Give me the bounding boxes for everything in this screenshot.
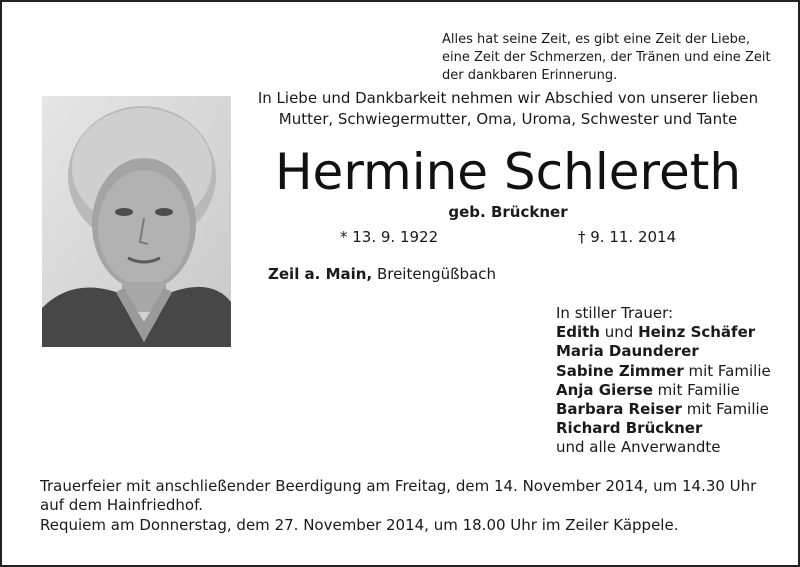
- place-secondary: Breitengüßbach: [372, 265, 497, 283]
- deceased-name: Hermine Schlereth: [274, 143, 742, 201]
- mourner-row: [556, 362, 771, 381]
- death-date: † 9. 11. 2014: [578, 228, 677, 246]
- mourners-closing: und alle Anverwandte: [556, 438, 721, 457]
- mourner-name: Sabine Zimmer: [556, 361, 684, 380]
- mourner-name: Barbara Reiser: [556, 400, 682, 419]
- portrait-photo: [42, 96, 231, 347]
- mourners-list: [556, 304, 771, 458]
- intro-line: Mutter, Schwiegermutter, Oma, Uroma, Schwester und Tante: [278, 110, 738, 128]
- intro-line: In Liebe und Dankbarkeit nehmen wir Abschied von unserer lieben: [257, 89, 759, 107]
- birth-date: * 13. 9. 1922: [340, 228, 439, 246]
- mourner-suffix: mit Familie: [683, 361, 771, 380]
- requiem-info: Requiem am Donnerstag, dem 27. November 2014, um 18.00 Uhr im Zeiler Käppele.: [40, 516, 679, 534]
- place-primary: Zeil a. Main,: [268, 265, 373, 283]
- mourner-row: [556, 323, 771, 342]
- mourner-suffix: mit Familie: [681, 400, 769, 419]
- quote-line: eine Zeit der Schmerzen, der Tränen und eine Zeit: [442, 50, 771, 65]
- mourners-heading: In stiller Trauer:: [556, 304, 674, 322]
- mourner-name: Maria Daunderer: [556, 342, 699, 361]
- mourner-row: [556, 342, 771, 361]
- quote-line: der dankbaren Erinnerung.: [442, 68, 618, 83]
- mourner-row: [556, 381, 771, 400]
- mourner-conjunction: und: [599, 323, 639, 342]
- funeral-service-info: Trauerfeier mit anschließender Beerdigung am Freitag, dem 14. November 2014, um 14.30 Uhr auf dem Hainfriedhof.: [40, 477, 757, 514]
- mourner-suffix: mit Familie: [652, 380, 740, 399]
- maiden-name: geb. Brückner: [448, 203, 568, 221]
- residence-places: [268, 265, 496, 283]
- mourner-name: Anja Gierse: [556, 380, 653, 399]
- mourner-row: [556, 400, 771, 419]
- epigraph-quote: [442, 31, 782, 85]
- mourner-name: Edith: [556, 323, 600, 342]
- mourner-name: Heinz Schäfer: [638, 323, 756, 342]
- mourner-row: [556, 419, 771, 438]
- quote-line: Alles hat seine Zeit, es gibt eine Zeit der Liebe,: [442, 32, 751, 47]
- farewell-intro: [238, 88, 778, 130]
- mourner-name: Richard Brückner: [556, 419, 703, 438]
